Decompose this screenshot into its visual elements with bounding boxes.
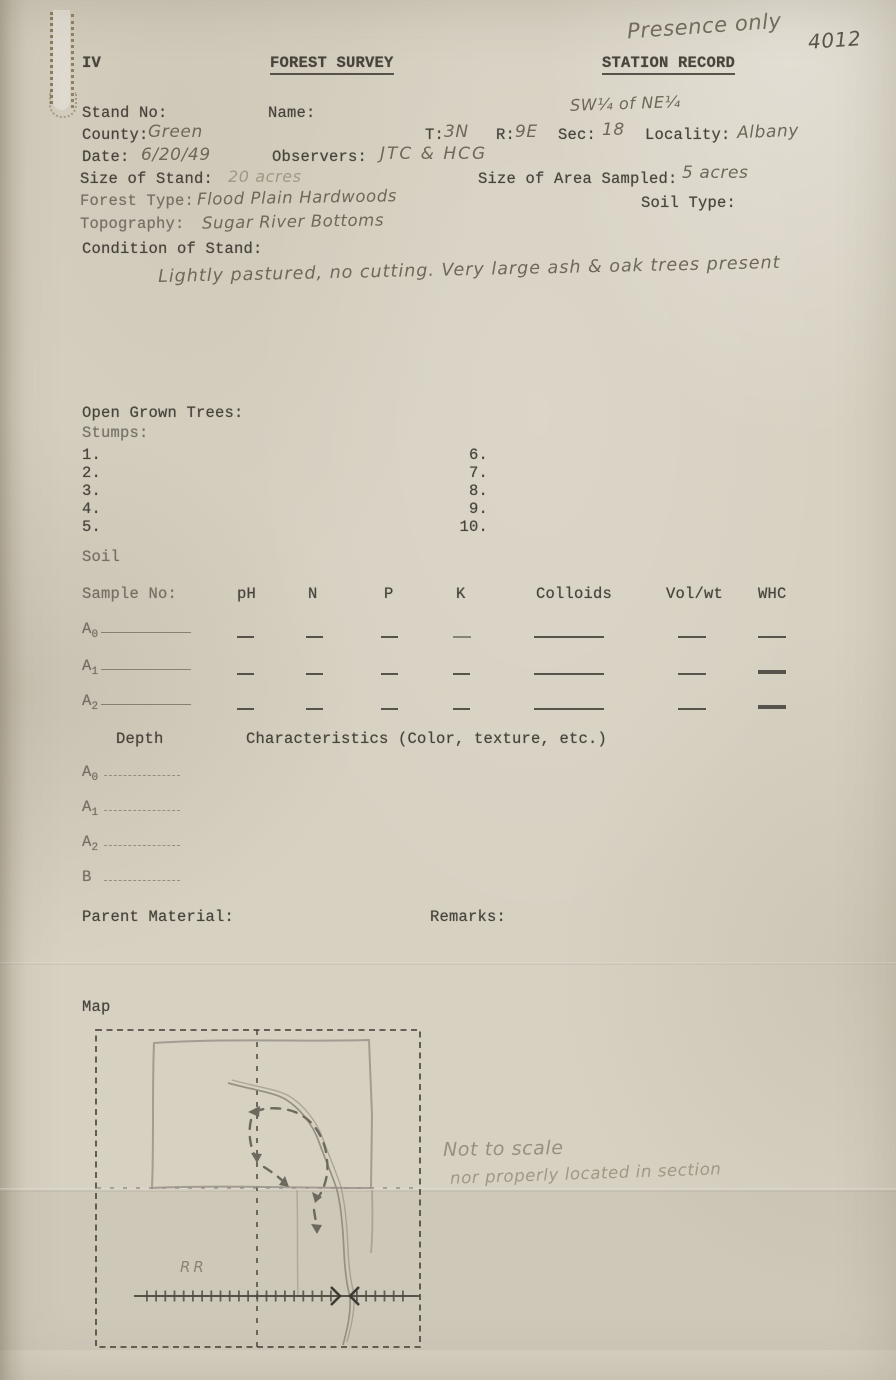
- map-note-line2: nor properly located in section: [449, 1159, 722, 1188]
- observers-value: JTC & HCG: [380, 144, 488, 164]
- traverse-path: [250, 1108, 328, 1228]
- date-value: 6/20/49: [141, 145, 211, 165]
- stump-item-5: 5.: [82, 518, 102, 536]
- map-sketch: [88, 1020, 428, 1356]
- stump-item-7: 7.: [468, 464, 488, 482]
- township-label: T:: [425, 126, 445, 144]
- soil-section-label: Soil: [82, 548, 121, 566]
- stump-item-8: 8.: [468, 482, 488, 500]
- stumps-label: Stumps:: [82, 424, 149, 442]
- stump-item-4: 4.: [82, 500, 102, 518]
- stand-edge-extension: [371, 1190, 372, 1253]
- topography-label: Topography:: [80, 215, 185, 233]
- topography-value: Sugar River Bottoms: [201, 210, 385, 233]
- locality-value: Albany: [736, 120, 800, 144]
- soil-header-sample-no: Sample No:: [82, 585, 178, 603]
- soil-header-vol-wt: Vol/wt: [666, 585, 724, 603]
- presence-note: Presence only: [626, 8, 783, 44]
- township-value: 3N: [444, 122, 469, 142]
- profile-row-a1-label: $A_1$: [82, 798, 180, 816]
- stand-size-value: 20 acres: [228, 167, 302, 186]
- soil-type-label: Soil Type:: [641, 194, 737, 212]
- range-label: R:: [496, 126, 516, 144]
- locality-label: Locality:: [645, 126, 731, 144]
- soil-header-whc: WHC: [758, 585, 787, 603]
- soil-row-a0-label: $A_0$: [82, 620, 191, 638]
- soil-row-a2-label: $A_2$: [82, 692, 191, 710]
- profile-row-a0-label: $A_0$: [82, 763, 180, 781]
- area-sampled-label: Size of Area Sampled:: [478, 170, 678, 188]
- map-note-line1: Not to scale: [442, 1136, 564, 1162]
- characteristics-label: Characteristics (Color, texture, etc.): [246, 730, 608, 748]
- condition-label: Condition of Stand:: [82, 240, 263, 258]
- range-value: 9E: [515, 122, 538, 142]
- profile-row-b-label: B: [82, 868, 180, 886]
- open-grown-trees-label: Open Grown Trees:: [82, 404, 244, 422]
- forest-type-value: Flood Plain Hardwoods: [196, 186, 398, 209]
- name-label: Name:: [268, 104, 316, 122]
- section-value: 18: [602, 120, 625, 140]
- profile-row-a2-label: $A_2$: [82, 833, 180, 851]
- forest-type-label: Forest Type:: [80, 192, 195, 210]
- area-sampled-value: 5 acres: [682, 163, 749, 183]
- stand-size-label: Size of Stand:: [80, 170, 214, 188]
- stump-item-10: 10.: [459, 518, 488, 536]
- parent-material-label: Parent Material:: [82, 908, 235, 926]
- form-title: FOREST SURVEY: [270, 54, 394, 72]
- depth-label: Depth: [116, 730, 164, 748]
- remarks-label: Remarks:: [430, 908, 507, 926]
- condition-value: Lightly pastured, no cutting. Very large ash & oak trees present: [157, 252, 781, 288]
- volume-label: IV: [82, 54, 102, 72]
- stump-item-6: 6.: [468, 446, 488, 464]
- railroad-label: RR: [180, 1258, 207, 1276]
- catalog-number: 4012: [807, 26, 863, 54]
- stand-outline-pencil: [152, 1040, 372, 1188]
- fold-crease-upper: [0, 962, 896, 965]
- paperclip-mark: [44, 10, 84, 120]
- stump-item-9: 9.: [468, 500, 488, 518]
- soil-header-colloids: Colloids: [536, 585, 613, 603]
- field-line-pencil: [297, 1190, 298, 1297]
- soil-header-ph: pH: [237, 585, 257, 603]
- observers-label: Observers:: [272, 148, 368, 166]
- soil-header-n: N: [308, 585, 318, 603]
- county-label: County:: [82, 126, 149, 144]
- section-label: Sec:: [558, 126, 597, 144]
- stand-no-label: Stand No:: [82, 104, 168, 122]
- map-label: Map: [82, 998, 111, 1016]
- quarter-note: SW¼ of NE¼: [569, 92, 681, 115]
- station-record-title: STATION RECORD: [602, 54, 735, 72]
- stump-item-3: 3.: [82, 482, 102, 500]
- soil-header-k: K: [456, 585, 466, 603]
- stump-item-2: 2.: [82, 464, 102, 482]
- stump-item-1: 1.: [82, 446, 102, 464]
- soil-header-p: P: [384, 585, 394, 603]
- date-label: Date:: [82, 148, 130, 166]
- soil-row-a1-label: $A_1$: [82, 657, 191, 675]
- county-value: Green: [148, 122, 203, 142]
